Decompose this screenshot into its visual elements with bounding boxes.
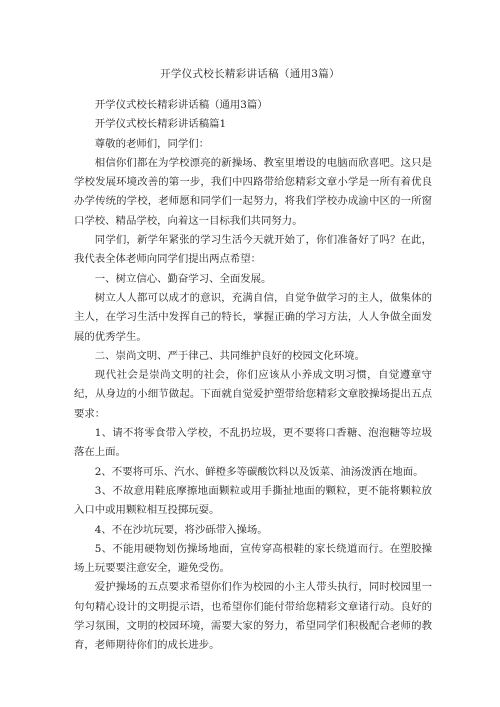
salutation: 尊敬的老师们，同学们：: [94, 137, 210, 150]
subtitle-paragraph: 开学仪式校长精彩讲话稿（通用3篇）: [94, 99, 268, 111]
section-heading: 开学仪式校长精彩讲话稿篇1: [94, 118, 227, 131]
point-heading: 一、树立信心、勤奋学习、全面发展。: [94, 272, 272, 285]
body-paragraph: 树立人人都可以成才的意识，充满自信，自觉争做学习的主人，做集体的主人，在学习生活中发挥自己的特长，掌握正确的学习方法，人人争做全面发展的优秀学生。: [74, 291, 432, 343]
document-title: 开学仪式校长精彩讲话稿（通用3篇）: [160, 68, 340, 80]
rule-item: 2、不要将可乐、汽水、鲜橙多等碳酸饮料以及饭菜、油汤泼洒在地面。: [94, 465, 424, 478]
body-paragraph: 爱护操场的五点要求希望你们作为校园的小主人带头执行，同时校园里一句句精心设计的文明提示语，也希望你们能付带给您精彩文章诸行动。良好的学习氛围，文明的校园环境，需要大家的努力，希望同学们积极配合老师的教育，老师期待你们的成长进步。: [74, 581, 432, 652]
body-paragraph: 相信你们都在为学校漂亮的新操场、教室里增设的电脑而欣喜吧。这只是学校发展环境改善的第一步，我们中四路带给您精彩文章小学是一所有着优良办学传统的学校，老师愿和同学们一起努力，将我们学校办成渝中区的一所窗口学校、精品学校，向着这一目标我们共同努力。: [74, 156, 432, 227]
body-paragraph: 同学们，新学年紧张的学习生活今天就开始了，你们准备好了吗？在此，我代表全体老师向同学们提出两点希望：: [74, 234, 432, 266]
body-paragraph: 现代社会是崇尚文明的社会，你们应该从小养成文明习惯，自觉遵章守纪，从身边的小细节做起。下面就自觉爱护塑带给您精彩文章胶操场提出五点要求：: [74, 369, 432, 420]
rule-item: 5、不能用硬物划伤操场地面，宣传穿高根鞋的家长绕道而行。在塑胶操场上玩要要注意安全，避免受伤。: [74, 542, 432, 575]
point-heading: 二、崇尚文明、严于律己、共同维护良好的校园文化环境。: [94, 349, 365, 362]
rule-item: 3、不故意用鞋底摩擦地面颗粒或用手撕扯地面的颗粒，更不能将颗粒放入口中或用颗粒相互投掷玩耍。: [74, 484, 432, 517]
document-body: [74, 96, 432, 656]
rule-item: 1、请不将零食带入学校，不乱扔垃圾，更不要将口香糖、泡泡糖等垃圾落在上面。: [74, 427, 432, 459]
rule-item: 4、不在沙坑玩要，将沙砾带入操场。: [94, 523, 268, 536]
